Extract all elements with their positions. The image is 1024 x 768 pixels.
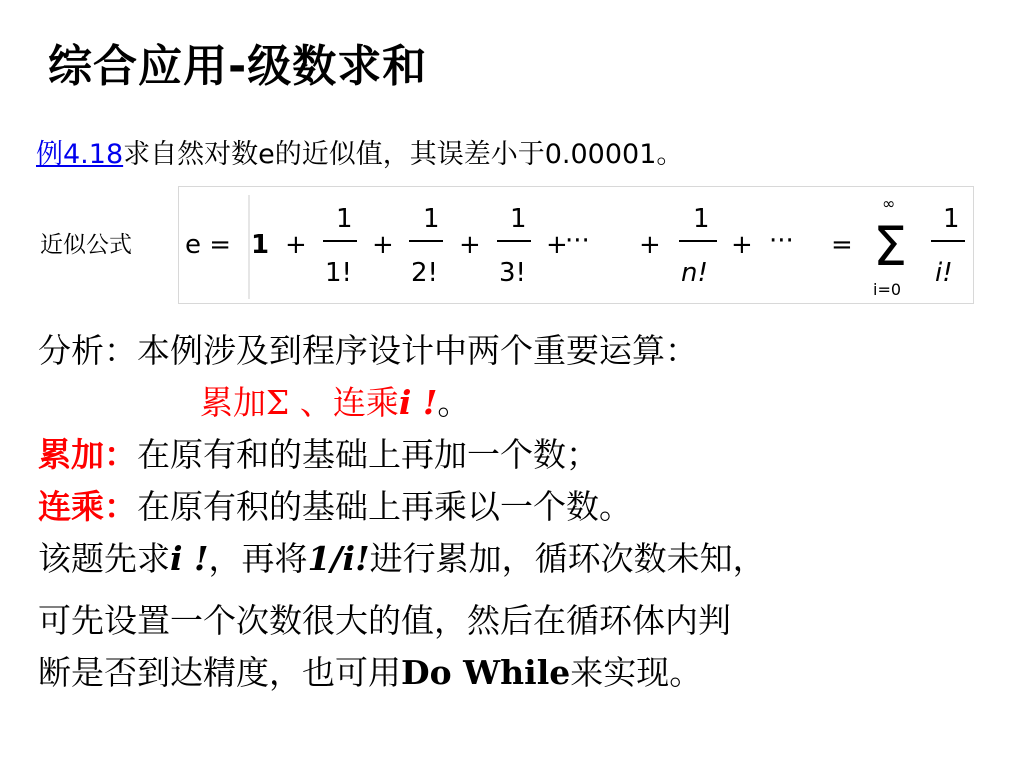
example-text: 求自然对数e的近似值，其误差小于0.00001。 <box>123 139 684 170</box>
line5-c: ，再将 <box>208 539 308 578</box>
line5-e: 进行累加，循环次数未知， <box>369 539 766 578</box>
analysis-factorial: i ! <box>398 383 438 422</box>
sum-upper: ∞ <box>882 194 896 213</box>
fraci-num: 1 <box>943 204 960 234</box>
analysis-line-5 <box>38 536 766 582</box>
frac3-den: 3! <box>499 258 526 288</box>
page-title: 综合应用-级数求和 <box>48 41 428 92</box>
line5-reciprocal: 1/i! <box>307 539 370 578</box>
multiply-text: 在原有积的基础上再乘以一个数。 <box>137 487 632 526</box>
formula-plus-1: + <box>285 230 307 260</box>
fracn-den: n! <box>681 258 708 288</box>
frac1-num: 1 <box>336 204 353 234</box>
line7-a: 断是否到达精度，也可用 <box>38 653 401 692</box>
analysis-line-2 <box>200 380 470 426</box>
fraci-den: i! <box>935 258 953 288</box>
formula-label: 近似公式 <box>40 232 132 258</box>
multiply-label: 连乘： <box>38 487 137 526</box>
analysis-line-4 <box>38 484 632 530</box>
formula-plus-6: + <box>731 230 753 260</box>
fracn-num: 1 <box>693 204 710 234</box>
formula-plus-3: + <box>459 230 481 260</box>
formula-image <box>178 186 974 304</box>
frac2-num: 1 <box>423 204 440 234</box>
example-link[interactable]: 例4.18 <box>36 139 124 170</box>
frac3-num: 1 <box>510 204 527 234</box>
line5-factorial: i ! <box>170 539 209 578</box>
sum-sigma: Σ <box>873 215 908 278</box>
analysis-period: 。 <box>437 383 471 422</box>
formula-dots-1: ··· <box>565 226 590 256</box>
formula-plus-4: + <box>546 230 568 260</box>
formula-svg <box>179 187 973 303</box>
line7-do-while: Do While <box>401 653 571 692</box>
analysis-line-6: 可先设置一个次数很大的值，然后在循环体内判 <box>38 601 731 640</box>
analysis-line-7 <box>38 650 702 696</box>
formula-dots-2: ··· <box>769 226 794 256</box>
sum-lower: i=0 <box>873 280 902 299</box>
formula-plus-5: + <box>639 230 661 260</box>
formula-lhs: e = <box>185 230 232 260</box>
formula-one: 1 <box>251 230 270 260</box>
analysis-ops: 累加Σ 、连乘 <box>200 383 399 422</box>
accumulate-label: 累加： <box>38 435 137 474</box>
frac2-den: 2! <box>411 258 438 288</box>
formula-plus-2: + <box>372 230 394 260</box>
frac1-den: 1! <box>325 258 352 288</box>
accumulate-text: 在原有和的基础上再加一个数； <box>137 435 599 474</box>
analysis-line-3 <box>38 432 599 478</box>
example-line <box>36 132 683 171</box>
analysis-line-1: 分析：本例涉及到程序设计中两个重要运算： <box>38 331 698 370</box>
formula-eq: = <box>831 230 853 260</box>
line5-a: 该题先求 <box>38 539 170 578</box>
line7-c: 来实现。 <box>570 653 703 692</box>
